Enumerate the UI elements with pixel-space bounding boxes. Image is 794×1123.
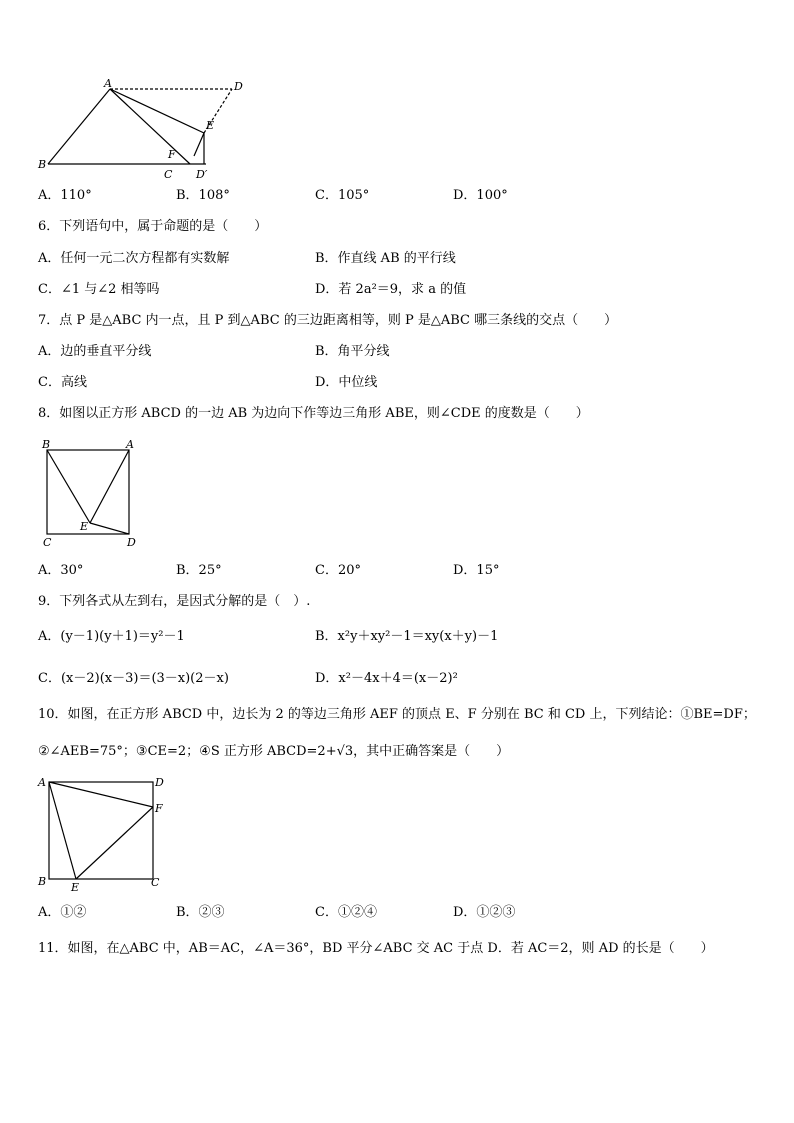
- q10-label-E: E: [71, 881, 80, 894]
- q5-label-F: F: [168, 148, 176, 161]
- q10-option-b: B．②③: [176, 905, 225, 920]
- q8-label-B: B: [42, 438, 51, 451]
- q6-option-c: C．∠1 与∠2 相等吗: [38, 282, 160, 297]
- q5-label-E: E: [206, 119, 215, 132]
- q5-label-B: B: [38, 158, 47, 171]
- q8-label-C: C: [43, 536, 52, 549]
- q8-label-D: D: [127, 536, 136, 549]
- q6-option-b: B．作直线 AB 的平行线: [315, 251, 456, 266]
- q5-option-c: C．105°: [315, 188, 370, 203]
- q8-option-a: A．30°: [38, 563, 84, 578]
- q5-figure: [36, 76, 256, 184]
- q7-stem: 7．点 P 是△ABC 内一点，且 P 到△ABC 的三边距离相等，则 P 是△ABC 哪三条线的交点（ ）: [38, 313, 618, 328]
- q9-option-b: B．x²y＋xy²－1＝xy(x＋y)－1: [315, 629, 499, 644]
- q10-option-a: A．①②: [38, 905, 87, 920]
- q10-figure: [36, 772, 172, 894]
- q5-option-a: A．110°: [38, 188, 92, 203]
- q5-label-C: C: [164, 168, 173, 181]
- q5-option-b: B．108°: [176, 188, 230, 203]
- q5-label-D: D: [234, 80, 243, 93]
- q11-stem: 11．如图，在△ABC 中，AB＝AC，∠A＝36°，BD 平分∠ABC 交 AC 于点 D．若 AC＝2，则 AD 的长是（ ）: [38, 941, 714, 956]
- q5-label-A: A: [104, 77, 112, 90]
- q8-figure: [38, 438, 142, 550]
- q7-option-d: D．中位线: [315, 375, 378, 390]
- q5-option-d: D．100°: [453, 188, 508, 203]
- q9-stem: 9．下列各式从左到右，是因式分解的是（ ）.: [38, 594, 311, 609]
- q8-label-E: E: [80, 520, 89, 533]
- q10-label-A: A: [38, 776, 46, 789]
- q8-label-A: A: [126, 438, 134, 451]
- q6-stem: 6．下列语句中，属于命题的是（ ）: [38, 219, 268, 234]
- q8-stem: 8．如图以正方形 ABCD 的一边 AB 为边向下作等边三角形 ABE，则∠CDE 的度数是（ ）: [38, 406, 589, 421]
- q10-label-D: D: [155, 776, 164, 789]
- q10-option-c: C．①②④: [315, 905, 377, 920]
- q10-label-B: B: [38, 875, 47, 888]
- q10-label-C: C: [151, 876, 160, 889]
- q8-option-c: C．20°: [315, 563, 361, 578]
- q7-option-c: C．高线: [38, 375, 87, 390]
- q8-option-d: D．15°: [453, 563, 500, 578]
- q8-option-b: B．25°: [176, 563, 222, 578]
- q6-option-d: D．若 2a²＝9，求 a 的值: [315, 282, 467, 297]
- q9-option-a: A．(y－1)(y＋1)＝y²－1: [38, 629, 185, 644]
- q7-option-b: B．角平分线: [315, 344, 390, 359]
- q5-label-Dprime: D′: [196, 168, 208, 181]
- q6-option-a: A．任何一元二次方程都有实数解: [38, 251, 230, 266]
- q10-label-F: F: [155, 802, 163, 815]
- q10-stem-line1: 10．如图，在正方形 ABCD 中，边长为 2 的等边三角形 AEF 的顶点 E、F 分别在 BC 和 CD 上，下列结论：①BE=DF；: [38, 707, 756, 722]
- q9-option-d: D．x²－4x＋4＝(x－2)²: [315, 671, 458, 686]
- q10-option-d: D．①②③: [453, 905, 516, 920]
- q9-option-c: C．(x－2)(x－3)＝(3－x)(2－x): [38, 671, 229, 686]
- q10-stem-line2: ②∠AEB=75°；③CE=2；④S 正方形 ABCD=2+√3，其中正确答案是（ ）: [38, 744, 510, 759]
- q7-option-a: A．边的垂直平分线: [38, 344, 152, 359]
